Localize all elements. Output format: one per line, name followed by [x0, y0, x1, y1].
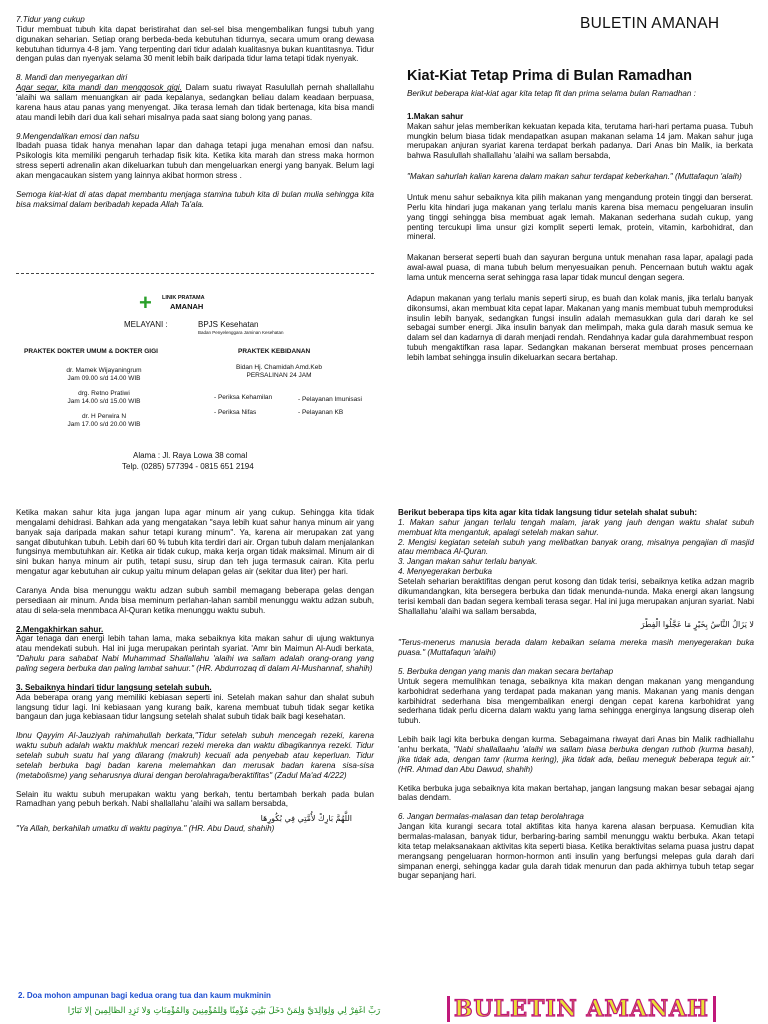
- section-3-text: Ada beberapa orang yang memiliki kebiasan seperti ini. Setelah makan sahur dan shalat subuh langsung tidur lagi. Ini kebiasaan yang kurang baik, karena membuat tubuh tidak segar ketika bangaun dan juga kebiasaan tidur langsung setelah shalat subuh tidak baik bagi kesehatan.: [16, 692, 374, 722]
- paragraph-menu: Untuk menu sahur sebaiknya kita pilih makanan yang mengandung protein tinggi dan berserat. Perlu kita hindari juga makanan yang terlalu manis karena bisa memacu pengeluaran insulin yang tinggi sehingga bisa membuat agak lemah. Makanan sederhana sudah cukup, yang penting tercukupi lima unsur gizi komplit seperti lemak, protein, vitamin, karbohidrat, dan mineral.: [407, 193, 753, 242]
- clinic-left-title: PRAKTEK DOKTER UMUM & DOKTER GIGI: [24, 348, 158, 355]
- clinic-logo-line2: AMANAH: [170, 302, 204, 311]
- doctor-3: [44, 413, 164, 429]
- tip-4: 4. Menyegerakan berbuka: [398, 567, 493, 577]
- section-2-title: 2.Mengakhirkan sahur.: [16, 624, 104, 634]
- melayani-sub: Badan Penyelenggara Jaminan Kesehatan: [198, 330, 284, 335]
- footer-doa-arabic: رَبِّ اغْفِرْ لِي وَلِوَالِدَيَّ وَلِمَنْ دَخَلَ بَيْتِيَ مُؤْمِنًا وَلِلْمُؤْمِنِينَ وَالْمُؤْمِنَاتِ وَلَا تَزِدِ الظَّالِمِينَ إِلَّا تَبَارًا: [67, 1006, 381, 1016]
- tip-6: 6. Jangan bermalas-malasan dan tetap berolahraga: [398, 812, 584, 822]
- clinic-logo-line1: LINIK PRATAMA: [162, 295, 205, 301]
- doctor-1-hours: Jam 09.00 s/d 14.00 WIB: [67, 374, 141, 382]
- top-left-column: [16, 15, 374, 210]
- section-8-text: [16, 83, 374, 122]
- doctor-2-hours: Jam 14.00 s/d 15.00 WIB: [67, 397, 141, 405]
- melayani-value: BPJS Kesehatan: [198, 320, 259, 329]
- tip-4-text: Setelah seharian beraktifitas dengan perut kosong dan tidak terisi, sebaiknya ketika adzan magrib dikumandangkan, kita bersegera berbuka dan tidak menunda-nunda. Maka energi akan langsung terisi kembali dan badan segera kembali terasa segar. Hal ini juga merupakan anjuran syariat. Nabi Shallallahu 'alaihi wa sallam bersabda,: [398, 577, 754, 616]
- doctor-3-name: dr. H Perwira N: [81, 413, 127, 420]
- section-2-body: Agar tenaga dan energi lebih tahan lama, maka sebaiknya kita makan sahur di ujung waktunya atau mendekati subuh. Hal ini juga merupakan perintah syariat. 'Amr bin Maimun Al-Audi berkata,: [16, 634, 374, 654]
- service-2: - Pelayanan Imunisasi: [298, 396, 362, 403]
- melayani-label: MELAYANI :: [124, 320, 168, 329]
- doctor-3-hours: Jam 17.00 s/d 20.00 WIB: [67, 420, 141, 428]
- tip-2: 2. Mengisi kegiatan setelah subuh yang melibatkan banyak orang, misalnya pengajian di masjid atau membaca Al-Quran.: [398, 537, 754, 557]
- section-9-text: Ibadah puasa tidak hanya menahan lapar dan dahaga tetapi juga menahan emosi dan nafsu. Psikologis kita memiliki pengaruh terhadap fisik kita. Ketika kita marah dan stress maka hormon stress seperti adrenalin akan dikeluarkan tubuh dan mengeluarkan energi yang banyak. Belum lagi akan mengacaukan sistem yang lainnya akibat hormon stress .: [16, 141, 374, 181]
- paragraph-waiting: Caranya Anda bisa menunggu waktu adzan subuh sambil memagang beberapa gelas dengan persediaan air minum. Anda bisa meminum perlahan-lahan sambil menunggu waktu adzan subuh, atau di sela-sela menmbaca Al-Quran ketika menunggu waktu subuh.: [16, 586, 374, 615]
- section-3-quote: Ibnu Qayyim Al-Jauziyah rahimahullah berkata,"Tidur setelah subuh mencegah rezeki, karena waktu subuh adalah waktu makhluk mencari rezeki mereka dan waktu dibagikannya rezeki. Tidur setelah subuh suatu hal yang dilarang (makruh) kecuali ada penyebab atau keperluan. Tidur setelah berbuka bagi badan karena melemahkan dan merusak badan karena sisa-sisa (metabolisme) yang seharusnya diurai dengan berolahraga/beraktifitas" (Zadul Ma'ad 4/222): [16, 731, 374, 780]
- closing-text: Semoga kiat-kiat di atas dapat membantu menjaga stamina tubuh kita di bulan mulia sehingga kita bisa maksimal dalam beribadah kepada Allah Ta'ala.: [16, 189, 374, 209]
- section-1-quote: "Makan sahurlah kalian karena dalam makan sahur terdapat keberkahan." (Muttafaqun 'alaih): [407, 172, 742, 182]
- doctor-1-name: dr. Mamek Wijayaningrum: [66, 367, 142, 374]
- section-1-title: 1.Makan sahur: [407, 111, 464, 121]
- section-7-text: Tidur membuat tubuh kita dapat beristirahat dan sel-sel bisa mengembalikan fungsi tubuh yang digunakan seharian. Setiap orang berbeda-beda kebutuhan tidurnya, secara umum orang dewasa kebutuhan tidurnya 4-8 jam. Yang terpenting dari tidur adalah kualitasnya bukan kuantitasnya. Tidur dengan pulas dan nyenyak selama 30 menit lebih baik daripada tidur lama tetapi tidak nyenyak.: [16, 24, 374, 64]
- green-cross-icon: +: [139, 290, 152, 315]
- bidan-info: [214, 364, 344, 380]
- paragraph-berkah: Selain itu waktu subuh merupakan waktu yang berkah, tentu bertambah berkah pada bulan Ramadhan yang pebuh berkah. Nabi shallallahu 'alaihi wa sallam bersabda,: [16, 789, 374, 809]
- paragraph-manis: Adapun makanan yang terlalu manis seperti sirup, es buah dan kolak manis, jika terlalu banyak dikonsumsi, akan membuat kita cepat lapar. Makanan yang manis membuat tubuh memproduksi insulin lebih banyak, sedangkan fungsi insulin adalah memasukkan gula dari darah ke sel sebagai sumber energi. Jika insulin banyak dan melimpah, maka gula darah masuk semua ke dalam sel dan kadarnya di darah menjadi rendah. Rendahnya kadar gula darahmembuat respon tubuh mengaktifkan rasa lapar. Sedangkan makanan berserat membuat proses pencernaan lebih lambat sehingga insulin dikeluarkan secara bertahap.: [407, 293, 753, 363]
- section-2-quote: "Dahulu para sahabat Nabi Muhammad Shallallahu 'alaihi wa sallam adalah orang-orang yang paling segera berbuka dan paling lambat sahuur." (HR. Abdurrozaq di dalam Al-Mushannaf, shahih): [16, 654, 374, 674]
- section-1-text: Makan sahur jelas memberikan kekuatan kepada kita, terutama hari-hari pertama puasa. Tubuh mungkin belum biasa tidak mendapatkan asupan makanan selama 14 jam. Makan sahur juga merupakan anjuran syariat karena terdapat berkah padanya. Dari Anas bin Malik, ia berkata bahwa Rasulullah shallallahu 'alaihi wa sallam bersabda,: [407, 121, 753, 161]
- bidan-name: Bidan Hj. Chamidah Amd.Keb: [236, 364, 322, 371]
- clinic-address: Alama : Jl. Raya Lowa 38 comal: [133, 451, 248, 460]
- footer-logo: BULETIN AMANAH: [447, 996, 716, 1022]
- divider-top-left: [16, 273, 374, 274]
- paragraph-water: Ketika makan sahur kita juga jangan lupa agar minum air yang cukup. Sehingga kita tidak mengalami dehidrasi. Bahkan ada yang mengatakan "saya lebih kuat sahur hanya minum air yang banyak saja daripada makan sahur tetapi kurang minum". Ya, karena air merupakan zat yang sangat dibutuhkan tubuh. Lebih dari 60 % tubuh kita terdiri dari air. Organ tubuh dalam menjalankan fungsinya membutuhkan air. Ketika air tidak cukup, maka kerja organ tidak maksimal. Minum air di sini bukan hanya minum air putih, tetapi susu, sirup dan teh juga termasuk cairan. Kita perlu mengatur agar kebutuhan air cukup yaitu minum delapan gelas air (sekitar dua liter) per hari.: [16, 508, 374, 577]
- section-8-lead: Agar segar, kita mandi dan menggosok gigi.: [16, 83, 182, 93]
- top-right-column: [407, 89, 753, 363]
- tip-6-text: Jangan kita kurangi secara total aktifitas kita hanya karena alasan berpuasa. Kemudian kita bermalas-malasan, banyak tidur, berbaring-baring sambil menunggu waktu berbuka. Akan tetapi kita tetap melaksanakaan aktivitas kita seperti biasa. Ketika beraktivitas selama puasa justru dapat merangsang pengeluaran hormon-hormon anti insulin yang berfungsi melepas gula darah dari simpanan energi, sehingga kadar gula darah tidak menurun dan pada akhirnya tubuh tetap segar bugar sepanjang hari.: [398, 822, 754, 881]
- brand-header: BULETIN AMANAH: [580, 15, 720, 32]
- paragraph-kurma: [398, 735, 754, 774]
- kurma-quote: "Nabi shallallaahu 'alaihi wa sallam biasa berbuka dengan ruthob (kurma basah), jika tidak ada, dengan tamr (kurma kering), jika tidak ada, beliau meneguk beberapa teguk air." (HR. Ahmad dan Abu Dawud, shahih): [398, 744, 755, 774]
- tip-1: 1. Makan sahur jangan terlalu tengah malam, jarak yang jauh dengan waktu shalat subuh membuat kita mengantuk, apalagi setelah makan sahur.: [398, 517, 754, 537]
- bottom-right-column: [398, 508, 754, 881]
- doctor-2-name: drg. Retno Pratiwi: [78, 390, 130, 397]
- arabic-hadith: لا يَزَالُ النَّاسُ بِخَيْرٍ مَا عَجَّلُوا الْفِطْرَ: [640, 620, 754, 630]
- section-2-text: [16, 634, 374, 673]
- kurma-lead: Lebih baik lagi kita berbuka dengan kurma. Sebagaimana riwayat dari Anas bin Malik radhiallahu 'anhu berkata,: [398, 735, 754, 754]
- tips-intro: Berikut beberapa tips kita agar kita tidak langsung tidur setelah shalat subuh:: [398, 508, 698, 517]
- clinic-right-title: PRAKTEK KEBIDANAN: [238, 348, 311, 355]
- hadith-translation: "Terus-menerus manusia berada dalam kebaikan selama mereka masih menyegerakan buka puasa." (Muttafaqun 'alaihi): [398, 638, 754, 658]
- doa-pagi-translation: "Ya Allah, berkahilah umatku di waktu paginya." (HR. Abu Daud, shahih): [16, 824, 275, 834]
- service-4: - Pelayanan KB: [298, 409, 344, 416]
- doctor-1: [44, 367, 164, 383]
- service-1: - Periksa Kehamilan: [214, 394, 273, 401]
- paragraph-bertahap: Ketika berbuka juga sebaiknya kita makan bertahap, jangan langsung makan besar sebagai ajang balas dendam.: [398, 783, 754, 803]
- arabic-doa-pagi: اللَّهُمَّ بَارِكْ لأُمَّتِي فِي بُكُورِهَا: [260, 814, 352, 824]
- bidan-service: PERSALINAN 24 JAM: [246, 371, 312, 379]
- section-3-title: 3. Sebaiknya hindari tidur langsung setelah subuh.: [16, 682, 212, 692]
- tip-5: 5. Berbuka dengan yang manis dan makan secara bertahap: [398, 666, 614, 676]
- tip-3: 3. Jangan makan sahur terlalu banyak.: [398, 557, 538, 567]
- bottom-left-column: [16, 508, 374, 834]
- service-3: - Periksa Nifas: [214, 409, 257, 416]
- doctor-2: [44, 390, 164, 406]
- clinic-phone: Telp. (0285) 577394 - 0815 651 2194: [122, 462, 254, 471]
- footer-doa-title: 2. Doa mohon ampunan bagi kedua orang tua dan kaum mukminin: [18, 991, 271, 1000]
- section-7-title: 7.Tidur yang cukup: [16, 15, 85, 24]
- section-8-body: Dalam suatu riwayat Rasulullah pernah shallallahu 'alaihi wa sallam menuangkan air pada kepalanya, sedangkan beliau dalam keadaan berpuasa, karena haus atau panas yang menyengat. Jika terasa lemah dan tidak bertenaga, kita bisa mandi atau mandi lebih dari dua kali sehari misalnya pada saat siang bolong yang panas.: [16, 83, 374, 122]
- section-8-title: 8. Mandi dan menyegarkan diri: [16, 73, 128, 83]
- subtitle: Berikut beberapa kiat-kiat agar kita tetap fit dan prima selama bulan Ramadhan :: [407, 89, 696, 98]
- paragraph-serat: Makanan berserat seperti buah dan sayuran berguna untuk menahan rasa lapar, apalagi pada awal-awal puasa, di mana tubuh belum menyesuaikan penuh. Pencernaan butuh waktu agak lama untuk mencerna serat sehingga rasa lapar tidak muncul dengan segera.: [407, 253, 753, 283]
- tip-5-text: Untuk segera memulihkan tenaga, sebaiknya kita makan dengan makanan yang mengandung karbohidrat sederhana yang terdapat pada makanan yang manis. Makanan yang manis dengan karbihidrat sederhana bisa mengembalikan energi dengan cepat karena karbohidrat yang sederhana tidak perlu dicerna dalam waktu yang lama sehingga energinya langsung diserap oleh tubuh.: [398, 676, 754, 726]
- page-title: Kiat-Kiat Tetap Prima di Bulan Ramadhan: [407, 68, 692, 84]
- section-9-title: 9.Mengendalikan emosi dan nafsu: [16, 131, 140, 141]
